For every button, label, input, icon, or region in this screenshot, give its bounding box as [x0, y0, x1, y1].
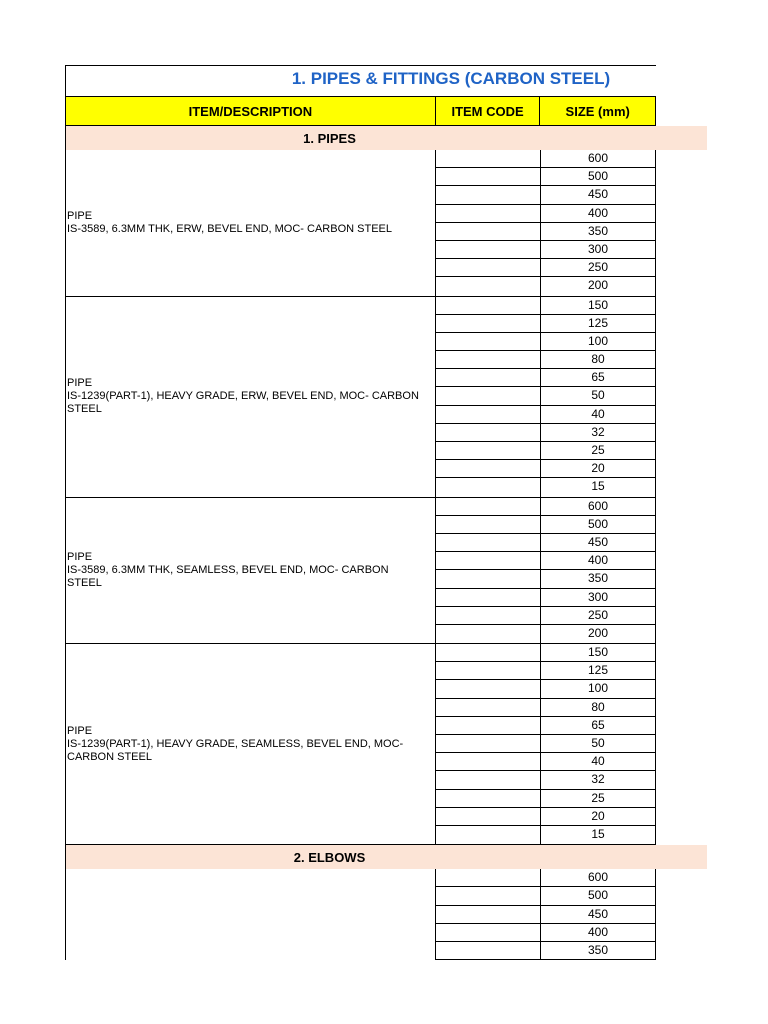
table-row	[436, 259, 656, 277]
page-title: 1. PIPES & FITTINGS (CARBON STEEL)	[291, 69, 611, 88]
size-cell[interactable]: 600	[541, 498, 656, 515]
item-code-cell[interactable]	[436, 150, 541, 167]
size-cell[interactable]: 25	[541, 790, 656, 807]
item-spec: IS-3589, 6.3MM THK, ERW, BEVEL END, MOC- CARBON STEEL	[67, 222, 392, 235]
item-code-cell[interactable]	[436, 534, 541, 551]
table-row	[436, 406, 656, 424]
item-code-cell[interactable]	[436, 478, 541, 496]
size-cell[interactable]: 400	[541, 205, 656, 222]
table-row	[436, 869, 656, 887]
table-body	[65, 126, 707, 960]
size-cell[interactable]: 80	[541, 699, 656, 716]
title-row	[65, 65, 656, 96]
size-cell[interactable]: 300	[541, 589, 656, 606]
item-code-cell[interactable]	[436, 808, 541, 825]
table-row	[436, 297, 656, 315]
table-row	[436, 699, 656, 717]
size-cell[interactable]: 200	[541, 625, 656, 643]
item-code-cell[interactable]	[436, 277, 541, 295]
item-code-cell[interactable]	[436, 680, 541, 697]
item-code-cell[interactable]	[436, 406, 541, 423]
size-cell[interactable]: 15	[541, 826, 656, 844]
section-label: 2. ELBOWS	[293, 849, 366, 865]
item-name: PIPE	[67, 550, 93, 563]
section-header[interactable]	[65, 126, 707, 150]
item-group	[65, 644, 656, 845]
table-row	[436, 735, 656, 753]
item-name: PIPE	[67, 377, 93, 390]
item-description-cell[interactable]	[66, 150, 436, 296]
item-code-cell[interactable]	[436, 498, 541, 515]
item-code-cell[interactable]	[436, 924, 541, 941]
table-row	[436, 644, 656, 662]
size-cell[interactable]: 250	[541, 607, 656, 624]
table-row	[436, 333, 656, 351]
table-row	[436, 223, 656, 241]
item-spec: IS-3589, 6.3MM THK, SEAMLESS, BEVEL END, MOC- CARBON STEEL	[67, 563, 389, 589]
size-cell[interactable]: 150	[541, 297, 656, 314]
table-row	[436, 351, 656, 369]
table-row	[436, 369, 656, 387]
item-description-cell[interactable]	[66, 297, 436, 497]
item-name: PIPE	[67, 209, 93, 222]
size-cell[interactable]: 100	[541, 333, 656, 350]
size-cell[interactable]: 32	[541, 424, 656, 441]
item-spec: IS-1239(PART-1), HEAVY GRADE, SEAMLESS, BEVEL END, MOC- CARBON STEEL	[67, 737, 404, 763]
table-row	[436, 906, 656, 924]
table-row	[436, 186, 656, 204]
item-spec: IS-1239(PART-1), HEAVY GRADE, ERW, BEVEL END, MOC- CARBON STEEL	[67, 390, 419, 416]
table-row	[436, 570, 656, 588]
section-header[interactable]	[65, 845, 707, 869]
table-row	[436, 315, 656, 333]
item-code-cell[interactable]	[436, 205, 541, 222]
item-code-cell[interactable]	[436, 771, 541, 788]
item-group	[65, 498, 656, 645]
table-row	[436, 826, 656, 844]
item-code-cell[interactable]	[436, 589, 541, 606]
table-row	[436, 790, 656, 808]
size-cell[interactable]: 125	[541, 315, 656, 332]
table-row	[436, 241, 656, 259]
size-cell[interactable]: 125	[541, 662, 656, 679]
item-code-cell[interactable]	[436, 717, 541, 734]
table-row	[436, 460, 656, 478]
item-code-cell[interactable]	[436, 351, 541, 368]
item-code-cell[interactable]	[436, 259, 541, 276]
item-name: PIPE	[67, 724, 93, 737]
table-row	[436, 478, 656, 496]
size-cell[interactable]: 40	[541, 406, 656, 423]
item-code-cell[interactable]	[436, 570, 541, 587]
item-code-cell[interactable]	[436, 906, 541, 923]
table-row	[436, 753, 656, 771]
table-row	[436, 424, 656, 442]
table-row	[436, 607, 656, 625]
item-code-cell[interactable]	[436, 315, 541, 332]
item-code-cell[interactable]	[436, 644, 541, 661]
size-cell[interactable]: 40	[541, 753, 656, 770]
item-code-cell[interactable]	[436, 186, 541, 203]
size-cell[interactable]: 500	[541, 516, 656, 533]
size-cell[interactable]: 25	[541, 442, 656, 459]
table-row	[436, 498, 656, 516]
item-group	[65, 297, 656, 498]
item-code-cell[interactable]	[436, 869, 541, 886]
header-item-code[interactable]: ITEM CODE	[436, 97, 541, 125]
size-cell[interactable]: 450	[541, 534, 656, 551]
size-cell[interactable]: 450	[541, 906, 656, 923]
item-code-cell[interactable]	[436, 790, 541, 807]
item-code-cell[interactable]	[436, 699, 541, 716]
item-code-cell[interactable]	[436, 168, 541, 185]
size-cell[interactable]: 450	[541, 186, 656, 203]
item-description-cell[interactable]	[66, 869, 436, 960]
table-row	[436, 717, 656, 735]
item-code-cell[interactable]	[436, 369, 541, 386]
item-description-cell[interactable]	[66, 498, 436, 644]
item-code-cell[interactable]	[436, 460, 541, 477]
size-cell[interactable]: 15	[541, 478, 656, 496]
item-code-cell[interactable]	[436, 387, 541, 404]
header-item-description[interactable]: ITEM/DESCRIPTION	[66, 97, 436, 125]
size-cell[interactable]: 200	[541, 277, 656, 295]
table-row	[436, 150, 656, 168]
size-cell[interactable]: 80	[541, 351, 656, 368]
table-row	[436, 442, 656, 460]
table-row	[436, 771, 656, 789]
size-cell[interactable]: 32	[541, 771, 656, 788]
table-row	[436, 942, 656, 960]
table-row	[436, 534, 656, 552]
table-row	[436, 516, 656, 534]
table-header	[65, 96, 656, 126]
size-cell[interactable]: 100	[541, 680, 656, 697]
item-code-cell[interactable]	[436, 942, 541, 959]
item-code-cell[interactable]	[436, 516, 541, 533]
item-code-cell[interactable]	[436, 607, 541, 624]
item-code-cell[interactable]	[436, 625, 541, 643]
section-label: 1. PIPES	[303, 130, 356, 146]
size-cell[interactable]: 300	[541, 241, 656, 258]
item-code-cell[interactable]	[436, 826, 541, 844]
size-cell[interactable]: 50	[541, 735, 656, 752]
item-code-cell[interactable]	[436, 735, 541, 752]
item-code-cell[interactable]	[436, 333, 541, 350]
size-cell[interactable]: 500	[541, 887, 656, 904]
item-code-cell[interactable]	[436, 753, 541, 770]
size-cell[interactable]: 20	[541, 460, 656, 477]
size-cell[interactable]: 500	[541, 168, 656, 185]
table-row	[436, 277, 656, 295]
size-cell[interactable]: 400	[541, 924, 656, 941]
item-description-cell[interactable]	[66, 644, 436, 844]
size-cell[interactable]: 400	[541, 552, 656, 569]
item-code-cell[interactable]	[436, 424, 541, 441]
table-row	[436, 168, 656, 186]
table-row	[436, 808, 656, 826]
size-cell[interactable]: 350	[541, 942, 656, 959]
size-cell[interactable]: 350	[541, 223, 656, 240]
spreadsheet	[65, 65, 707, 960]
table-row	[436, 625, 656, 643]
item-code-cell[interactable]	[436, 887, 541, 904]
table-row	[436, 205, 656, 223]
size-cell[interactable]: 20	[541, 808, 656, 825]
item-code-cell[interactable]	[436, 442, 541, 459]
size-cell[interactable]: 65	[541, 369, 656, 386]
item-code-cell[interactable]	[436, 552, 541, 569]
item-code-cell[interactable]	[436, 223, 541, 240]
item-code-cell[interactable]	[436, 662, 541, 679]
header-size[interactable]: SIZE (mm)	[565, 103, 630, 119]
item-code-cell[interactable]	[436, 241, 541, 258]
item-group	[65, 869, 656, 960]
table-row	[436, 387, 656, 405]
item-code-cell[interactable]	[436, 297, 541, 314]
table-row	[436, 589, 656, 607]
table-row	[436, 924, 656, 942]
size-cell[interactable]: 250	[541, 259, 656, 276]
size-cell[interactable]: 50	[541, 387, 656, 404]
table-row	[436, 887, 656, 905]
size-cell[interactable]: 600	[541, 150, 656, 167]
table-row	[436, 680, 656, 698]
item-group	[65, 150, 656, 297]
table-row	[436, 662, 656, 680]
size-cell[interactable]: 600	[541, 869, 656, 886]
table-row	[436, 552, 656, 570]
size-cell[interactable]: 65	[541, 717, 656, 734]
size-cell[interactable]: 350	[541, 570, 656, 587]
size-cell[interactable]: 150	[541, 644, 656, 661]
